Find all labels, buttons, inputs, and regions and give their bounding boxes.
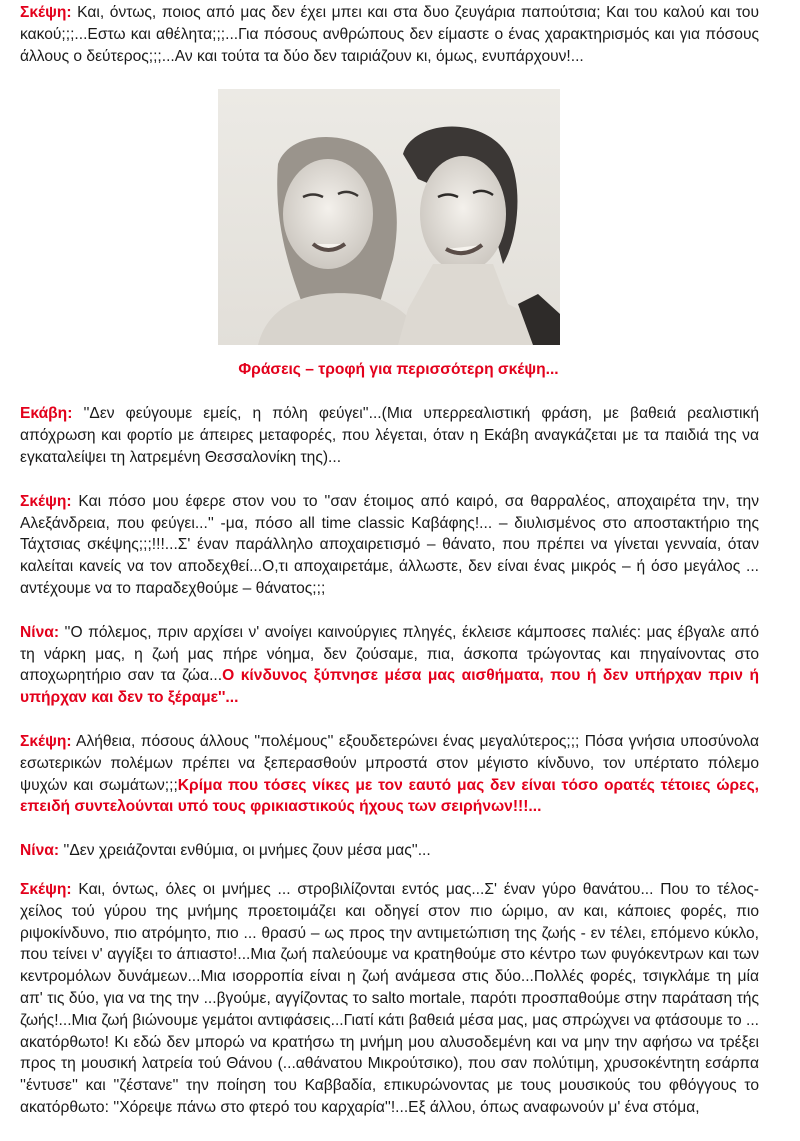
emphasized-text: Κρίμα που τόσες νίκες με τον εαυτό μας δεν είναι τόσο ορατές τέτοιες ώρες, επειδή συντελούνται υπό τους φρικιαστικούς ήχους των σειρήνων!!!... — [20, 776, 760, 816]
dialogue-paragraph — [20, 403, 759, 468]
emphasized-text: Ο κίνδυνος ξύπνησε μέσα μας αισθήματα, που ή δεν υπήρχαν πριν ή υπήρχαν και δεν το ξέραμε''... — [20, 667, 759, 707]
dialogue-paragraph — [20, 840, 759, 862]
article-figure — [218, 89, 560, 345]
paragraph-text: Και πόσο μου έφερε στον νου το ''σαν έτοιμος από καιρό, σα θαρραλέος, αποχαιρέτα την, την Αλεξάνδρεια, που φεύγει...'' -μα, πόσο all time classic Καβάφης!... – διυλισμένος στο αποστακτήριο της Τάχτσιας σκέψης;;;!!!...Σ' έναν παράλληλο αποχαιρετισμό – θάνατο, που πρέπει να γίνεται γενναία, όταν καλείται κανείς να τον αποδεχθεί...Ο,τι αποχαιρετάμε, άλλωστε, δεν είναι ένας μικρός – ή όσο μεγάλος ... αντέχουμε να το παραδεχθούμε – θάνατος;;; — [20, 492, 759, 597]
paragraph-text: ''Δεν φεύγουμε εμείς, η πόλη φεύγει''...(Μια υπερρεαλιστική φράση, με βαθειά ρεαλιστική απόχρωση και φορτίο με άπειρες μεταφορές, που λέγεται, όταν η Εκάβη αναγκάζεται με τα παιδιά της να εγκαταλείψει τη λατρεμένη Θεσσαλονίκη της)... — [20, 405, 759, 466]
paragraph-text: ''Ο πόλεμος, πριν αρχίσει ν' ανοίγει καινούργιες πληγές, έκλεισε κάμποσες παλιές: μας έβγαλε από τη νάρκη μας, η ζωή μας πήρε νόημα, δεν ζούσαμε, πια, άσκοπα τρώγοντας και πηγαίνοντας στο αποχωρητήριο σαν τα ζώα... — [20, 623, 759, 685]
dialogue-paragraph — [20, 731, 759, 818]
intro-paragraph — [20, 2, 759, 67]
article-photo — [218, 89, 560, 345]
paragraph-text: Και, όντως, όλες οι μνήμες ... στροβιλίζονται εντός μας...Σ' έναν γύρο θανάτου... Που το τέλος-χείλος τού γύρου της μνήμης προετοιμάζει και οδηγεί στον πιο ώριμο, αν και, κάποιες φορές, πιο ριψοκίνδυνο, πιο ατρόμητο, πιο ... θρασύ – ως προς την αντιμετώπιση της ζωής - εν τέλει, επόμενο κύκλο, που τείνει ν' αγγίξει το άπιαστο!...Μια ζωή παλεύουμε να κρατηθούμε στο κέντρο των φυγόκεντρων και των κεντρομόλων δυνάμεων...Μια ισορροπία είναι η ζωή ανάμεσα στις δύο...Πολλές φορές, τσιγκλάμε τη μία απ' τις δύο, για να της την ...βγούμε, αγγίζοντας το salto mortale, παρότι προσπαθούμε στην παράταση τής ζωής!...Μια ζωή βιώνουμε γεμάτοι αντιφάσεις...Γιατί κάτι βαθειά μέσα μας, μας σπρώχνει να φτάσουμε το ... ακατόρθωτο! Κι εδώ δεν μπορώ να κρατήσω τη μνήμη μου αλυσοδεμένη και να μην την αφήσω να τρέξει προς τη μουσική λατρεία τού Θάνου (...αθάνατου Μικρούτσικο), που σαν πολύτιμη, χρυσοκέντητη εσάρπα ''έντυσε'' και ''ζέστανε'' την ποίηση του Καββαδία, επικυρώνοντας με τους μουσικούς του φθόγγους το ακατόρθωτο: ''Χόρεψε πάνω στο φτερό του καρχαρία''!...Εξ άλλου, όπως αναφωνούν μ' ένα στόμα, — [20, 880, 759, 1116]
speaker-label: Σκέψη: — [20, 732, 72, 750]
speaker-label: Σκέψη: — [20, 4, 72, 21]
figure-caption — [20, 359, 759, 380]
dialogue-paragraph — [20, 879, 759, 1119]
speaker-label: Σκέψη: — [20, 492, 72, 510]
speaker-label: Σκέψη: — [20, 880, 72, 898]
speaker-label: Εκάβη: — [20, 405, 73, 423]
figure-caption-text: Φράσεις – τροφή για περισσότερη σκέψη... — [238, 361, 559, 379]
paragraph-text: ''Δεν χρειάζονται ενθύμια, οι μνήμες ζουν μέσα μας''... — [59, 842, 431, 860]
speaker-label: Νίνα: — [20, 842, 60, 860]
dialogue-paragraph — [20, 622, 759, 709]
dialogue-paragraph — [20, 491, 759, 600]
speaker-label: Νίνα: — [20, 623, 60, 641]
paragraph-text: Και, όντως, ποιος από μας δεν έχει μπει και στα δυο ζευγάρια παπούτσια; Και του καλού και του κακού;;;...Εστω και αθέλητα;;;...Για πόσους ανθρώπους δεν είμαστε ο ένας χαρακτηρισμός και για πόσους άλλους ο δεύτερος;;;...Αν και τούτα τα δύο δεν ταιριάζουν κι, όμως, ενυπάρχουν!... — [20, 4, 759, 65]
article-body — [20, 2, 759, 1141]
paragraph-text: Αλήθεια, πόσους άλλους ''πολέμους'' εξουδετερώνει ένας μεγαλύτερος;;; Πόσα γνήσια υποσύνολα εσωτερικών πολέμων πρέπει να ξεπερασθούν μπροστά στον μέγιστο κίνδυνο, τον υπέρτατο πόλεμο ψυχών και σωμάτων;;; — [20, 732, 759, 794]
